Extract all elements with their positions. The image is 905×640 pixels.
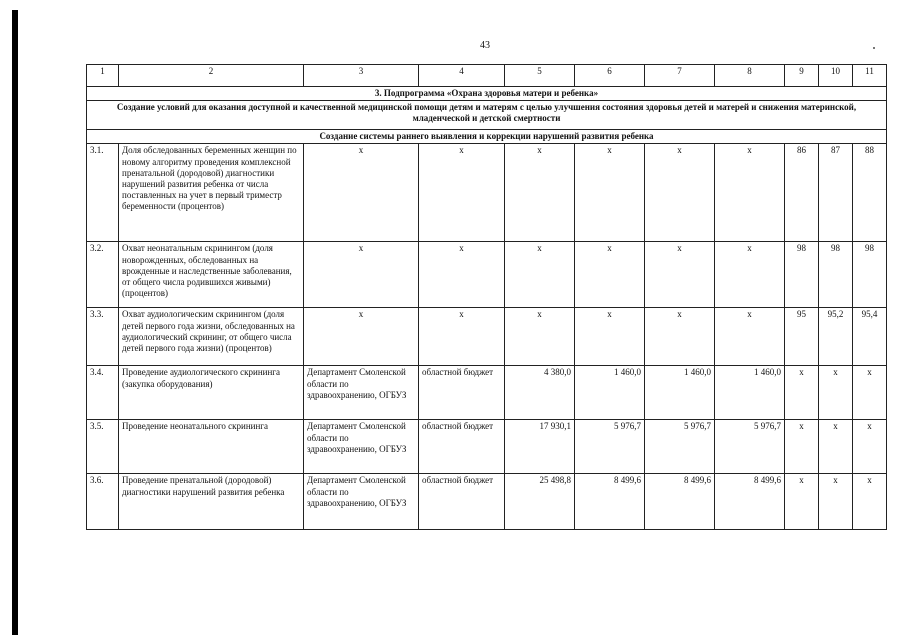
row-executor: Департамент Смоленской области по здравоохранению, ОГБУЗ [304,420,419,474]
row-col5: х [505,144,575,242]
row-number: 3.1. [87,144,119,242]
col-header: 10 [819,65,853,87]
scan-edge-bar [12,10,18,635]
row-col5: х [505,242,575,308]
row-executor: х [304,242,419,308]
col-header: 8 [715,65,785,87]
row-name: Охват неонатальным скринингом (доля новорожденных, обследованных на врожденные и наследственные заболевания, от общего числа родившихся живыми) (процентов) [119,242,304,308]
table-row [87,144,887,242]
row-col8: 1 460,0 [715,366,785,420]
col-header: 3 [304,65,419,87]
row-executor: Департамент Смоленской области по здравоохранению, ОГБУЗ [304,366,419,420]
row-col5: 17 930,1 [505,420,575,474]
row-col10: 95,2 [819,308,853,366]
row-col8: х [715,144,785,242]
row-source: х [419,308,505,366]
scan-speck [873,47,875,49]
col-header: 9 [785,65,819,87]
row-source: х [419,242,505,308]
row-col8: х [715,242,785,308]
section-title: 3. Подпрограмма «Охрана здоровья матери и ребенка» [87,87,887,101]
row-col6: 8 499,6 [575,474,645,530]
section-row [87,87,887,101]
goal-text: Создание условий для оказания доступной и качественной медицинской помощи детям и матерям с целью улучшения состояния здоровья детей и матерей и снижения материнской, младенческой и детской смертности [87,101,887,130]
task-text: Создание системы раннего выявления и коррекции нарушений развития ребенка [87,130,887,144]
row-col11: х [853,420,887,474]
row-col8: 8 499,6 [715,474,785,530]
row-col6: 5 976,7 [575,420,645,474]
row-source: областной бюджет [419,474,505,530]
row-col9: х [785,366,819,420]
page-number: 43 [480,40,490,51]
row-col8: х [715,308,785,366]
row-col5: 25 498,8 [505,474,575,530]
row-name: Проведение пренатальной (дородовой) диагностики нарушений развития ребенка [119,474,304,530]
col-header: 6 [575,65,645,87]
col-header: 4 [419,65,505,87]
row-number: 3.2. [87,242,119,308]
row-col9: 98 [785,242,819,308]
col-header: 5 [505,65,575,87]
row-col8: 5 976,7 [715,420,785,474]
row-source: областной бюджет [419,420,505,474]
row-name: Проведение неонатального скрининга [119,420,304,474]
table-row [87,242,887,308]
row-name: Доля обследованных беременных женщин по новому алгоритму проведения комплексной пренатальной (дородовой) диагностики нарушений развития ребенка от числа поставленных на учет в первый триместр беременности (процентов) [119,144,304,242]
row-col5: 4 380,0 [505,366,575,420]
row-col5: х [505,308,575,366]
row-name: Проведение аудиологического скрининга (закупка оборудования) [119,366,304,420]
row-col9: 95 [785,308,819,366]
program-table [86,64,887,530]
row-number: 3.3. [87,308,119,366]
col-header: 7 [645,65,715,87]
row-col11: 88 [853,144,887,242]
row-source: х [419,144,505,242]
table-row [87,366,887,420]
row-number: 3.5. [87,420,119,474]
row-col7: х [645,308,715,366]
row-executor: Департамент Смоленской области по здравоохранению, ОГБУЗ [304,474,419,530]
row-col7: х [645,242,715,308]
row-col6: х [575,242,645,308]
col-header: 11 [853,65,887,87]
row-col10: х [819,366,853,420]
row-col11: 95,4 [853,308,887,366]
row-executor: х [304,144,419,242]
row-col7: 8 499,6 [645,474,715,530]
table-row [87,474,887,530]
row-col6: х [575,308,645,366]
column-number-row [87,65,887,87]
col-header: 2 [119,65,304,87]
goal-row [87,101,887,130]
row-col7: 5 976,7 [645,420,715,474]
row-col6: х [575,144,645,242]
task-row [87,130,887,144]
row-number: 3.6. [87,474,119,530]
row-col6: 1 460,0 [575,366,645,420]
row-executor: х [304,308,419,366]
row-col10: 98 [819,242,853,308]
row-col7: х [645,144,715,242]
row-col7: 1 460,0 [645,366,715,420]
row-col9: х [785,420,819,474]
table-row [87,420,887,474]
col-header: 1 [87,65,119,87]
row-col10: х [819,474,853,530]
row-source: областной бюджет [419,366,505,420]
row-col11: х [853,474,887,530]
row-col11: 98 [853,242,887,308]
row-col9: 86 [785,144,819,242]
row-number: 3.4. [87,366,119,420]
row-name: Охват аудиологическим скринингом (доля детей первого года жизни, обследованных на аудиологический скрининг, от общего числа детей первого года жизни) (процентов) [119,308,304,366]
row-col10: х [819,420,853,474]
row-col9: х [785,474,819,530]
row-col11: х [853,366,887,420]
table-row [87,308,887,366]
row-col10: 87 [819,144,853,242]
